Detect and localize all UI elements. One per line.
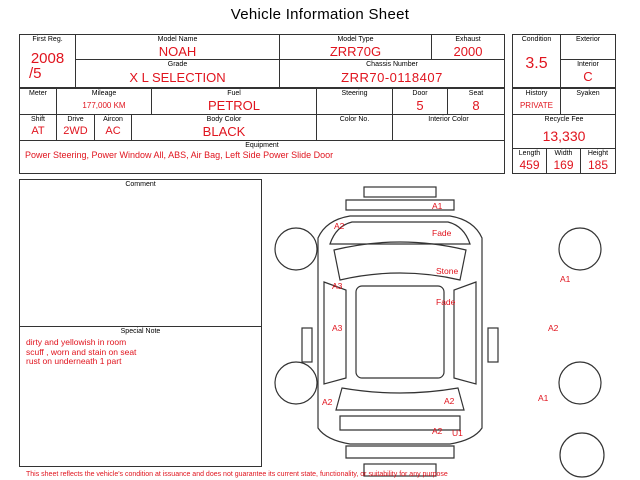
fuel-label: Fuel (227, 90, 241, 97)
mileage-cell (57, 89, 152, 115)
door-cell (393, 89, 448, 115)
recycle-fee-cell (513, 115, 615, 149)
first-reg-label: First Reg. (32, 36, 63, 43)
exhaust-cell (432, 35, 504, 60)
disclaimer-text: This sheet reflects the vehicle's condition at issuance and does not guarantee its current state, functionality, or suitability for any purpose (26, 471, 448, 478)
special-note-label: Special Note (120, 328, 161, 335)
mark-right-front-a1: A1 (560, 274, 571, 284)
meter-cell (20, 89, 57, 115)
special-note-line: rust on underneath 1 part (26, 356, 122, 366)
length-label: Length (518, 150, 541, 157)
model-type-cell (280, 35, 432, 60)
special-note-line: dirty and yellowish in room (26, 337, 127, 347)
history-value: PRIVATE (519, 101, 554, 110)
body-color-cell (132, 115, 317, 141)
mark-front-left-a2: A2 (334, 221, 345, 231)
model-name-cell (76, 35, 280, 60)
model-type-label: Model Type (337, 36, 374, 43)
condition-box (512, 34, 616, 88)
special-note-line: scuff , worn and stain on seat (26, 346, 137, 357)
aircon-label: Aircon (103, 116, 123, 123)
aircon-cell (95, 115, 132, 141)
equipment-label: Equipment (245, 142, 279, 149)
damage-marks (322, 201, 571, 438)
height-label: Height (587, 150, 609, 157)
special-note-text (26, 338, 136, 367)
interior-cell (561, 60, 615, 88)
steering-label: Steering (341, 90, 368, 97)
interior-value: C (583, 69, 593, 84)
length-value: 459 (519, 158, 540, 172)
mark-windshield-stone: Stone (436, 266, 459, 276)
info-box-upper (19, 34, 505, 88)
wheel-rear-left (275, 362, 317, 404)
spare-wheel (560, 433, 604, 477)
grade-cell (76, 60, 280, 88)
mark-rear-bumper-u1: U1 (452, 428, 463, 438)
mark-rear-a2: A2 (444, 396, 455, 406)
seat-cell (448, 89, 504, 115)
model-type-value: ZRR70G (329, 44, 382, 59)
syaken-label: Syaken (576, 90, 600, 97)
door-value: 5 (416, 98, 424, 113)
door-label: Door (412, 90, 428, 97)
model-name-value: NOAH (158, 44, 197, 59)
mileage-value: 177,000 KM (82, 101, 126, 110)
exterior-cell (561, 35, 615, 60)
mark-right-a2-mid: A2 (548, 323, 559, 333)
first-reg-cell (20, 35, 76, 88)
mark-left-rear-a2: A2 (322, 397, 333, 407)
comment-box (19, 179, 262, 467)
mark-rear-bumper-a2: A2 (432, 426, 443, 436)
special-note-cell (20, 327, 261, 466)
interior-color-label: Interior Color (428, 116, 469, 123)
height-cell (581, 149, 615, 173)
drive-value: 2WD (63, 125, 88, 137)
info-box-middle (19, 88, 505, 174)
mark-hood-fade: Fade (432, 228, 452, 238)
grade-value: X L SELECTION (129, 70, 226, 85)
interior-label: Interior (577, 61, 599, 68)
height-value: 185 (587, 158, 609, 172)
grade-label: Grade (167, 61, 188, 68)
first-reg-year: 2008 (30, 50, 65, 67)
equipment-value: Power Steering, Power Window All, ABS, Air Bag, Left Side Power Slide Door (25, 150, 334, 160)
syaken-cell (561, 89, 615, 115)
width-label: Width (554, 150, 573, 157)
drive-label: Drive (67, 116, 84, 123)
sheet-title: Vehicle Information Sheet (230, 6, 410, 23)
exterior-label: Exterior (575, 36, 601, 43)
exhaust-value: 2000 (453, 44, 483, 59)
first-reg-month: /5 (29, 65, 42, 82)
equipment-cell (20, 141, 504, 173)
recycle-fee-value: 13,330 (542, 128, 586, 144)
model-name-label: Model Name (157, 36, 198, 43)
wheel-front-left (275, 228, 317, 270)
body-color-value: BLACK (202, 124, 246, 139)
seat-value: 8 (472, 98, 480, 113)
color-no-cell (317, 115, 393, 141)
steering-cell (317, 89, 393, 115)
length-cell (513, 149, 547, 173)
chassis-label: Chassis Number (366, 61, 418, 68)
chassis-cell (280, 60, 504, 88)
shift-label: Shift (30, 116, 45, 123)
wheel-front-right (559, 228, 601, 270)
shift-cell (20, 115, 57, 141)
aircon-value: AC (105, 125, 121, 137)
width-value: 169 (553, 158, 574, 172)
condition-label: Condition (521, 36, 552, 43)
meter-label: Meter (29, 90, 47, 97)
mileage-label: Mileage (91, 90, 117, 97)
shift-value: AT (31, 125, 45, 137)
chassis-value: ZRR70-0118407 (341, 70, 443, 85)
history-box (512, 88, 616, 174)
drive-cell (57, 115, 95, 141)
mark-left-a3-lower: A3 (332, 323, 343, 333)
exhaust-label: Exhaust (455, 36, 481, 43)
condition-value: 3.5 (525, 55, 548, 72)
body-color-label: Body Color (206, 116, 242, 123)
recycle-fee-label: Recycle Fee (544, 116, 584, 123)
comment-label: Comment (125, 181, 156, 188)
history-label: History (525, 90, 548, 97)
fuel-cell (152, 89, 317, 115)
seat-label: Seat (468, 90, 484, 97)
width-cell (547, 149, 581, 173)
condition-cell (513, 35, 561, 88)
color-no-label: Color No. (339, 116, 370, 123)
comment-cell (20, 180, 261, 327)
fuel-value: PETROL (207, 98, 260, 113)
mark-front-a1: A1 (432, 201, 443, 211)
history-cell (513, 89, 561, 115)
wheel-rear-right (559, 362, 601, 404)
mark-roof-fade: Fade (436, 297, 456, 307)
interior-color-cell (393, 115, 504, 141)
mark-left-a3-upper: A3 (332, 281, 343, 291)
mark-right-rear-a1: A1 (538, 393, 549, 403)
vehicle-damage-diagram (264, 178, 640, 480)
